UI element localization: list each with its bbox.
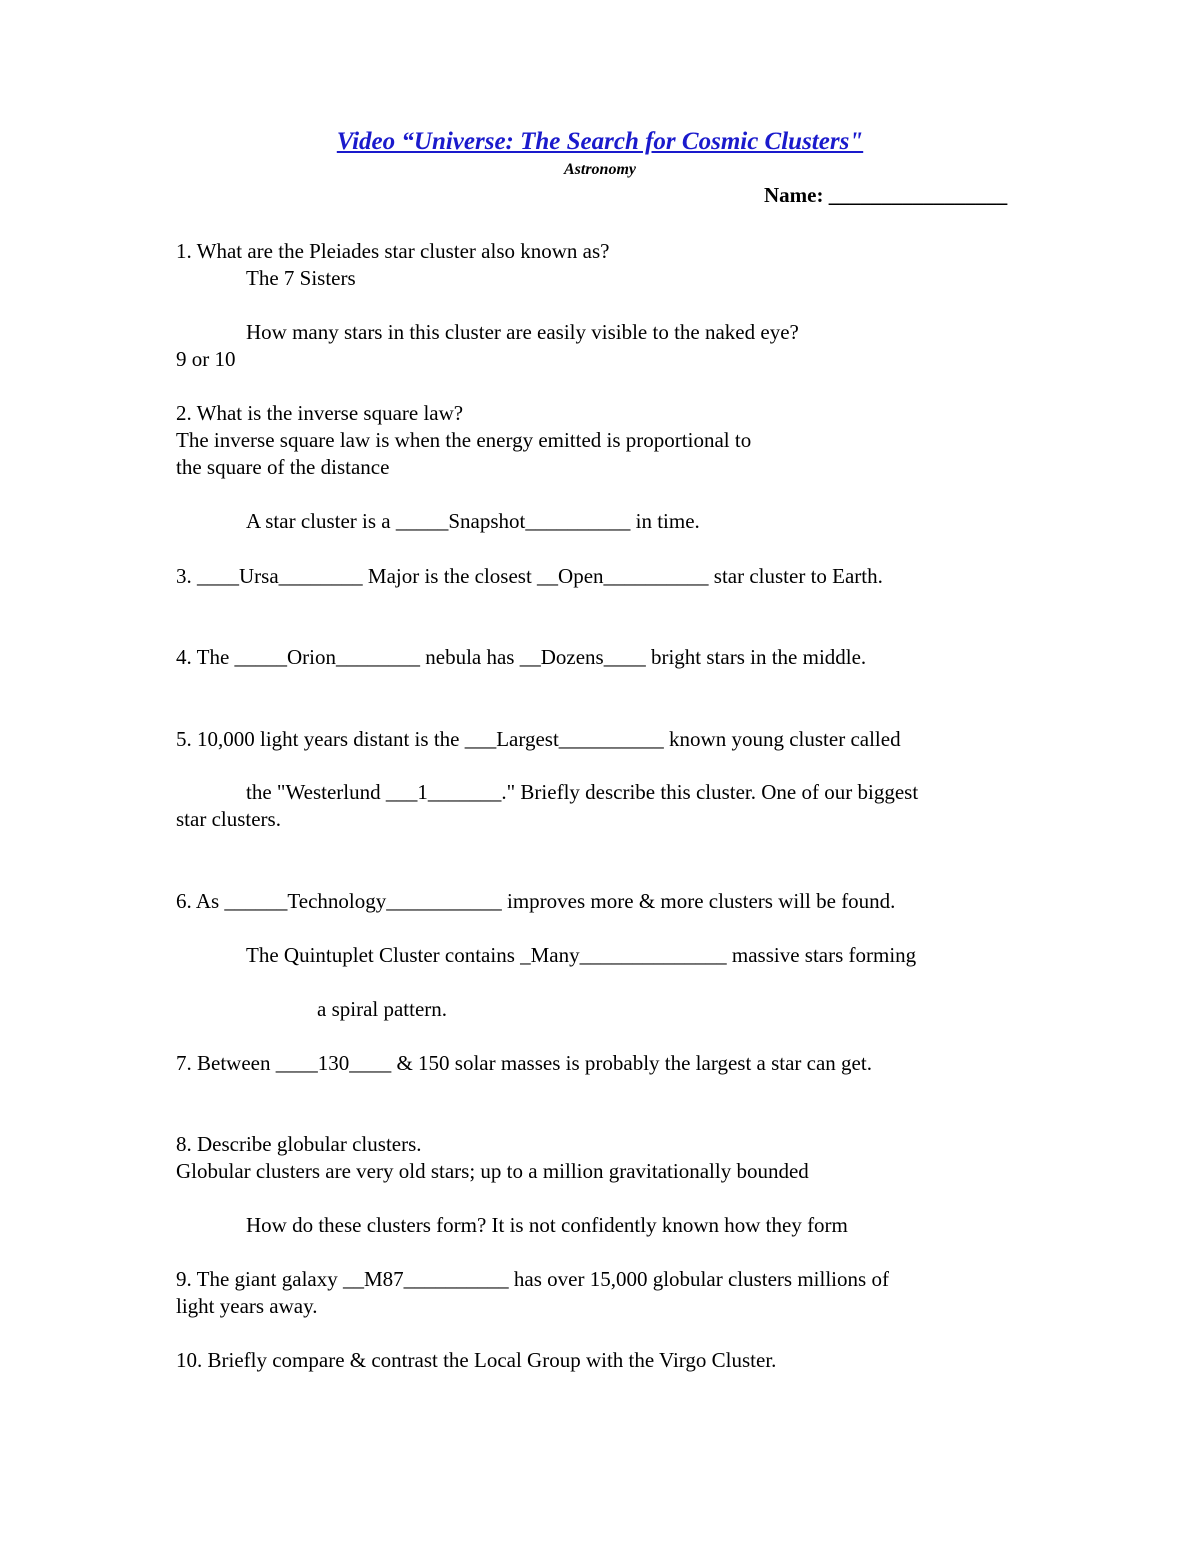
question-10: 10. Briefly compare & contrast the Local Group with the Virgo Cluster.: [176, 1348, 777, 1372]
answer-1b: 9 or 10: [176, 347, 236, 371]
answer-5b: star clusters.: [176, 807, 281, 831]
question-6: 6. As ______Technology___________ improves more & more clusters will be found.: [176, 889, 896, 913]
question-7: 7. Between ____130____ & 150 solar masses is probably the largest a star can get.: [176, 1051, 872, 1075]
question-2b: A star cluster is a _____Snapshot__________ in time.: [246, 509, 700, 533]
question-6b: The Quintuplet Cluster contains _Many______________ massive stars forming: [246, 943, 917, 967]
question-4: 4. The _____Orion________ nebula has __Dozens____ bright stars in the middle.: [176, 645, 867, 669]
question-1: 1. What are the Pleiades star cluster also known as?: [176, 239, 610, 263]
question-9-continued: light years away.: [176, 1294, 318, 1318]
question-3: 3. ____Ursa________ Major is the closest __Open__________ star cluster to Earth.: [176, 564, 883, 588]
worksheet-title: Video “Universe: The Search for Cosmic Clusters": [336, 128, 864, 155]
question-5b: the "Westerlund ___1_______." Briefly describe this cluster. One of our biggest: [246, 780, 919, 804]
answer-2-line-1: The inverse square law is when the energy emitted is proportional to: [176, 428, 752, 452]
worksheet-subtitle: Astronomy: [563, 161, 636, 178]
answer-1a: The 7 Sisters: [246, 266, 356, 290]
name-field-label: Name: _________________: [764, 183, 1008, 207]
question-9: 9. The giant galaxy __M87__________ has over 15,000 globular clusters millions of: [176, 1267, 889, 1291]
question-6b-continued: a spiral pattern.: [317, 997, 448, 1021]
question-5: 5. 10,000 light years distant is the ___Largest__________ known young cluster called: [176, 727, 901, 751]
question-8: 8. Describe globular clusters.: [176, 1132, 422, 1156]
answer-8: Globular clusters are very old stars; up to a million gravitationally bounded: [176, 1159, 809, 1183]
question-2: 2. What is the inverse square law?: [176, 401, 464, 425]
answer-2-line-2: the square of the distance: [176, 455, 390, 479]
question-1b: How many stars in this cluster are easily visible to the naked eye?: [246, 320, 799, 344]
question-8b: How do these clusters form? It is not confidently known how they form: [246, 1213, 848, 1237]
